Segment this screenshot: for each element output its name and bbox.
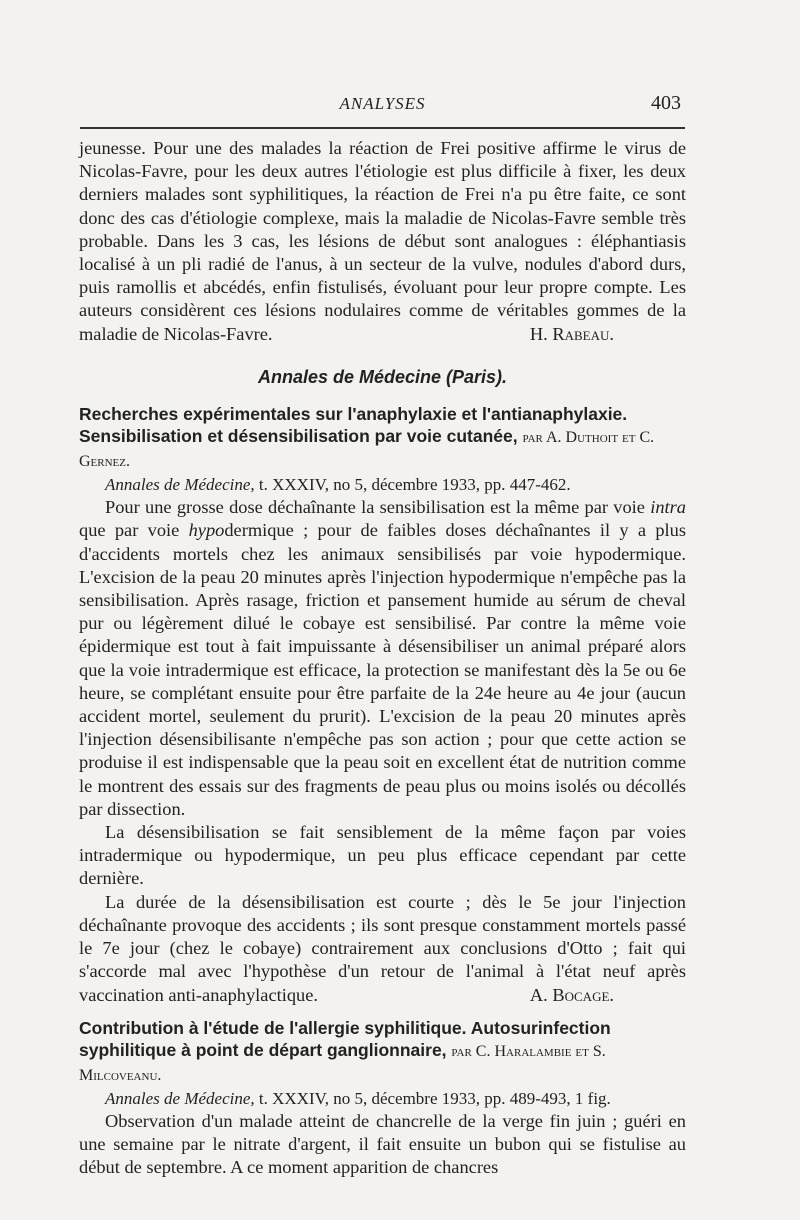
paragraph-text: La durée de la désensibilisation est courte ; dès le 5e jour l'injection déchaînante provoque des accidents ; ils sont presque constamment mortels passé le 7e jour (chez le cobaye) contrairement aux conclusions d'Otto ; fait qui s'accorde mal avec l'hypothèse d'un retour de l'animal à l'état neuf après vaccination anti-anaphylactique. <box>79 891 686 1005</box>
italic-term: intra <box>650 497 686 518</box>
text-run: Pour une grosse dose déchaînante la sensibilisation est la même par voie <box>105 497 651 518</box>
article-title <box>79 1017 686 1087</box>
text-run: que par voie <box>79 520 189 541</box>
article-title-text: Contribution à l'étude de l'allergie syphilitique. Autosurinfection syphilitique à point de départ ganglionnaire, <box>79 1017 611 1060</box>
paragraph-text: jeunesse. Pour une des malades la réaction de Frei positive affirme le virus de Nicolas-Favre, pour les deux autres l'étiologie est plus difficile à fixer, les deux derniers malades sont syphilitiques, la réaction de Frei n'a pu être faite, ce sont donc des cas d'étiologie complexe, mais la maladie de Nicolas-Favre semble très probable. Dans les 3 cas, les lésions de début sont analogues : éléphantiasis localisé à un pli radié de l'anus, à un secteur de la vulve, nodules d'abord durs, puis ramollis et abcédés, enfin fistulisés, évoluant pour leur propre compte. Les auteurs considèrent ces lésions nodulaires comme de véritables gommes de la maladie de Nicolas-Favre. <box>79 138 686 344</box>
page-content <box>79 137 686 1180</box>
journal-name: Annales de Médecine, <box>105 1088 255 1108</box>
signature: H. Rabeau. <box>529 323 614 344</box>
article-title-text: Recherches expérimentales sur l'anaphylaxie et l'antianaphylaxie. Sensibilisation et désensibilisation par voie cutanée, <box>79 404 628 447</box>
running-title: ANALYSES <box>339 94 426 113</box>
body-paragraph: La désensibilisation se fait sensiblement de la même façon par voies intradermique ou hypodermique, un peu plus efficace cependant par cette dernière. <box>79 822 686 889</box>
article-title <box>79 403 686 473</box>
journal-heading: Annales de Médecine (Paris). <box>257 366 508 387</box>
text-run: dermique ; pour de faibles doses déchaînantes il y a plus d'accidents mortels chez les animaux sensibilisés par voie hypodermique. L'excision de la peau 20 minutes après l'injection hypodermique n'empêche pas la sensibilisation. Après rasage, friction et pansement humide au sérum de cheval pur ou légèrement dilué le cobaye est sensibilisé. Par contre la même voie épidermique est tout à fait impuissante à désensibiliser un animal préparé alors que la voie intradermique est efficace, la protection se manifestant dès la 5e ou 6e heure, se complétant ensuite pour être parfaite de la 24e heure au 4e jour (aucun accident mortel, seulement du prurit). L'excision de la peau 20 minutes après l'injection désensibilisante n'empêche pas son action ; pour que cette action se produise il est indispensable que la peau soit en excellent état de nutrition comme le montrent des essais sur des fragments de peau plus ou moins isolés ou décollés par dissection. <box>79 520 686 819</box>
continued-paragraph <box>79 137 686 346</box>
citation-details: t. XXXIV, no 5, décembre 1933, pp. 489-493, 1 fig. <box>258 1088 611 1108</box>
signature: A. Bocage. <box>529 984 614 1005</box>
page-header <box>80 92 685 122</box>
journal-name: Annales de Médecine, <box>105 475 255 495</box>
article-authors: par C. Haralambie et S. Milcoveanu. <box>79 1042 606 1084</box>
spacer <box>79 1007 686 1017</box>
article-citation <box>79 1087 686 1110</box>
article-citation <box>79 473 686 496</box>
header-rule <box>80 127 685 129</box>
body-paragraph: Observation d'un malade atteint de chancrelle de la verge fin juin ; guéri en une semaine par le nitrate d'argent, il fait ensuite un bubon qui se fistulise au début de septembre. A ce moment apparition de chancres <box>79 1110 686 1178</box>
italic-term: hypo <box>188 520 225 541</box>
body-paragraph <box>79 891 686 1007</box>
page-number: 403 <box>651 92 681 114</box>
citation-details: t. XXXIV, no 5, décembre 1933, pp. 447-462. <box>258 475 571 495</box>
body-paragraph <box>79 496 686 821</box>
article-authors: par A. Duthoit et C. Gernez. <box>79 429 655 471</box>
